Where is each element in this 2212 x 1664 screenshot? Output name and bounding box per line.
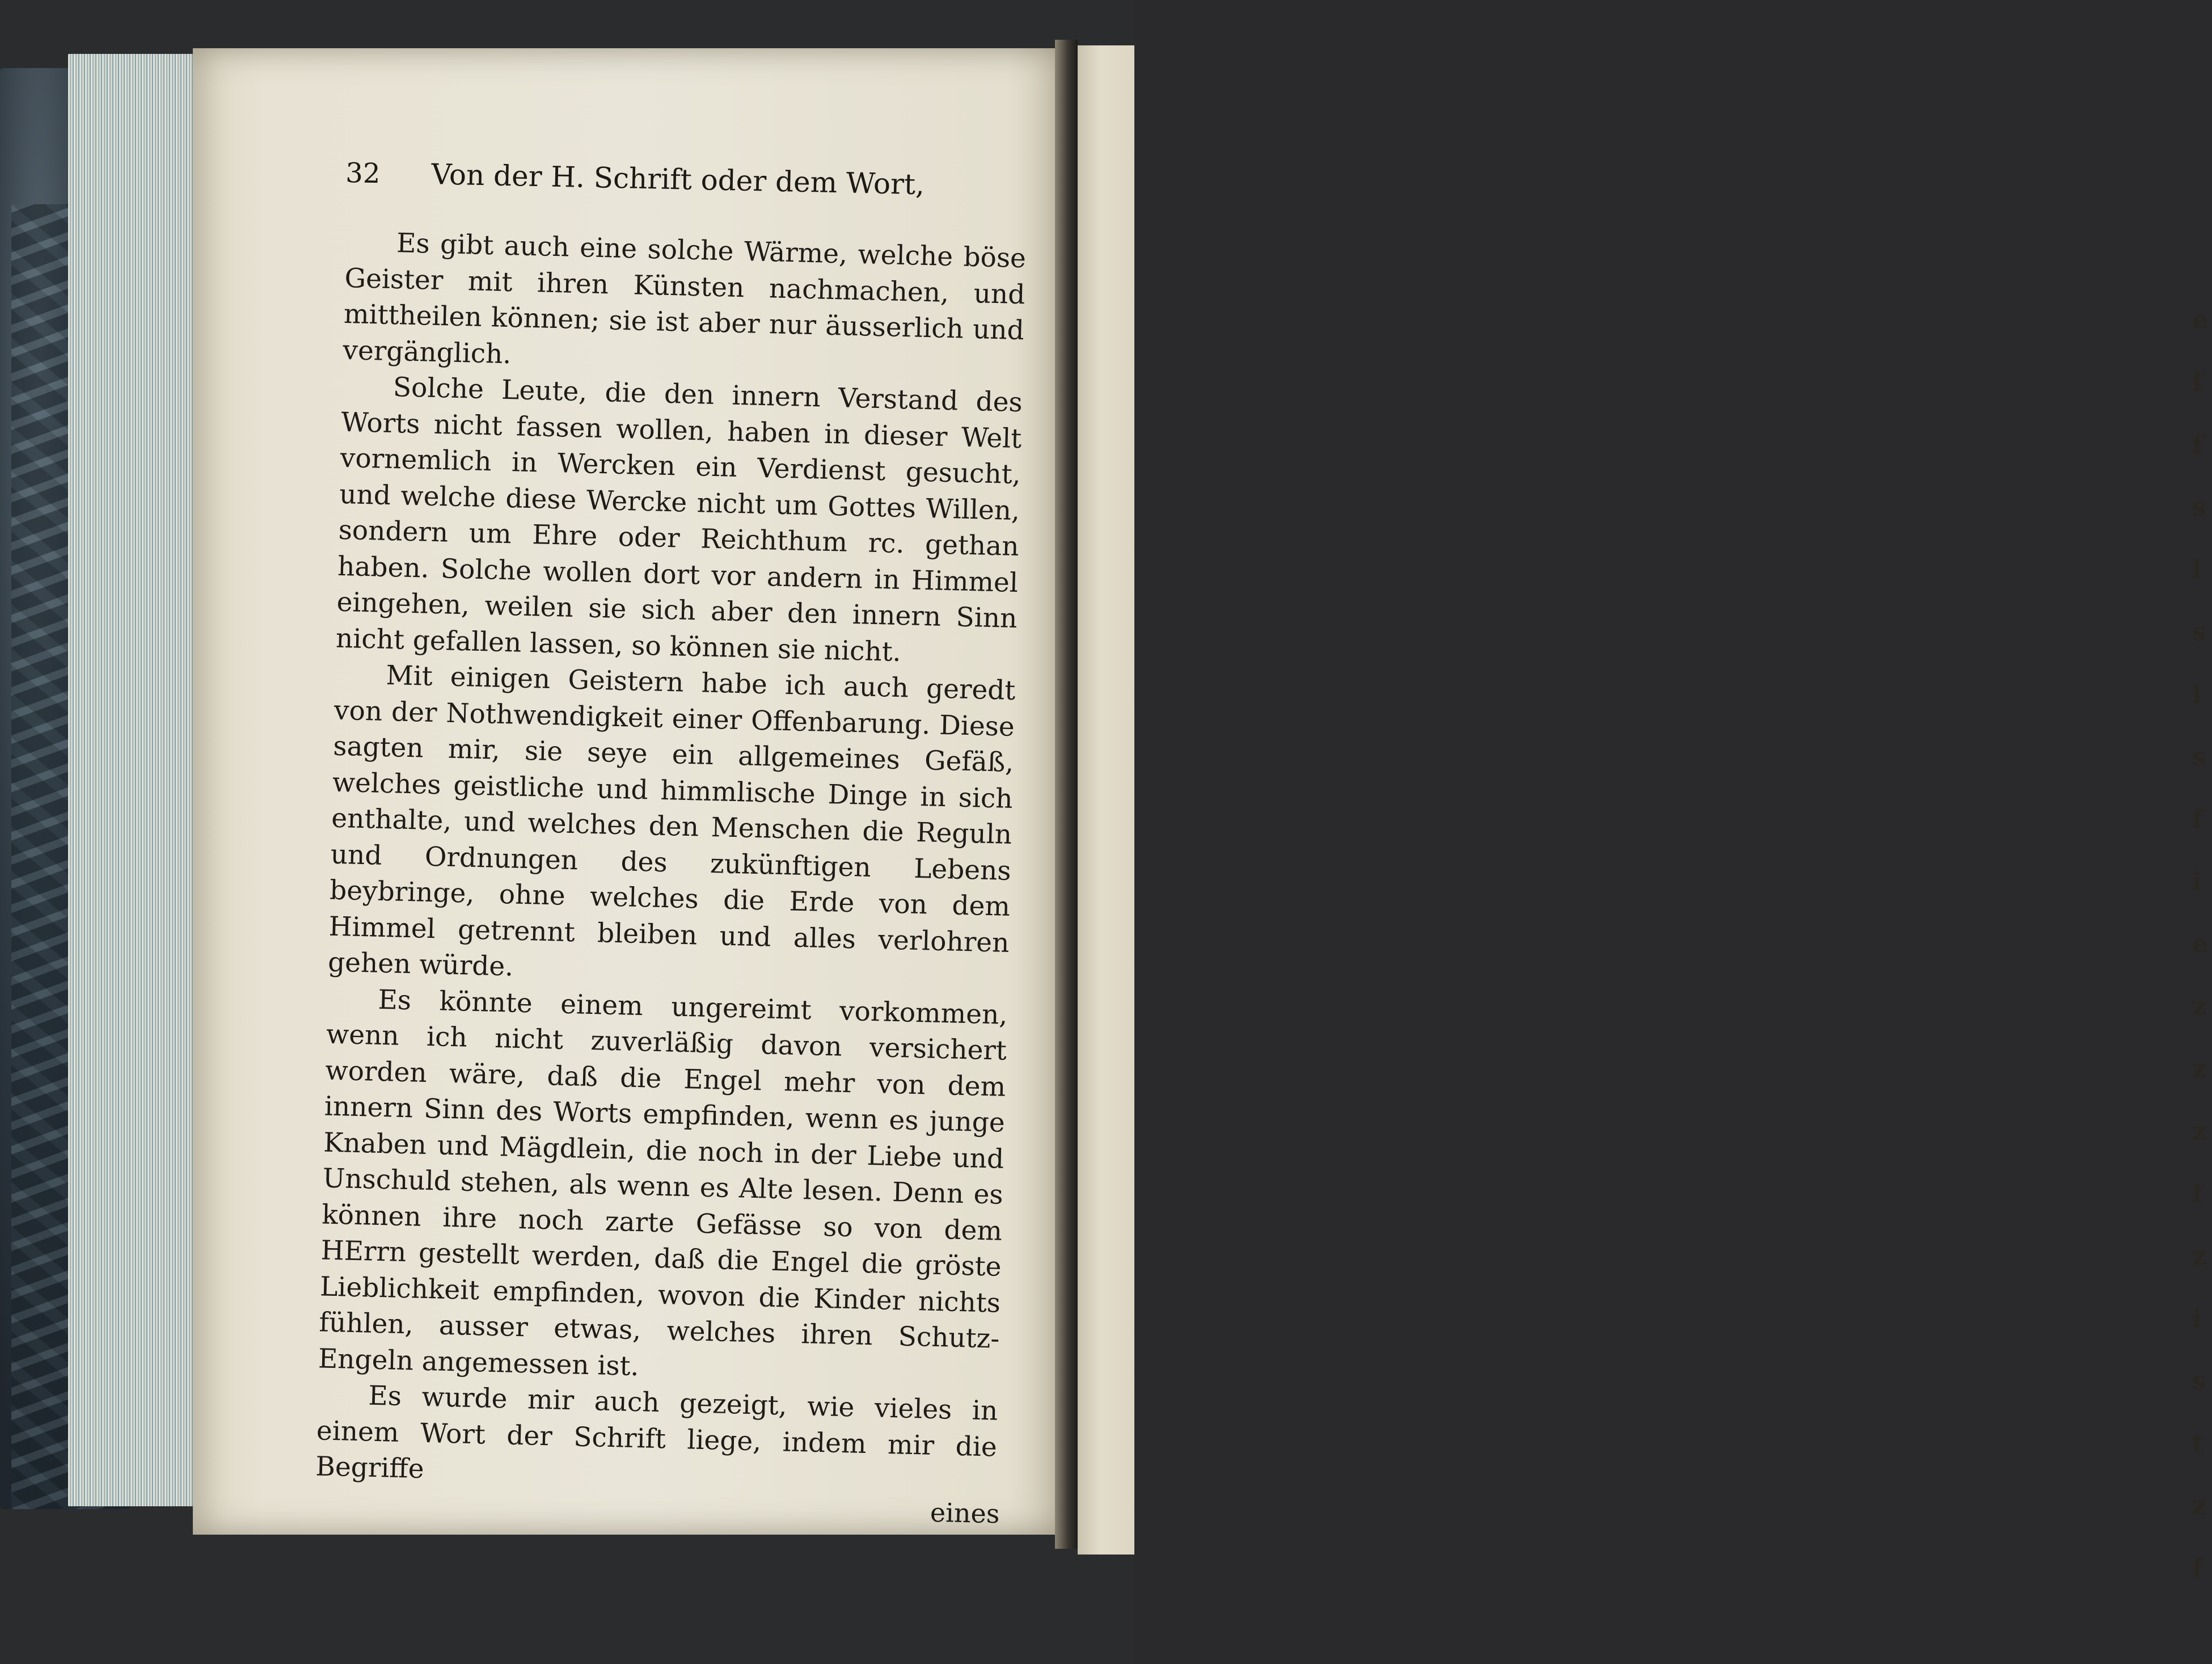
running-title: Von der H. Schrift oder dem Wort, [430, 158, 925, 201]
paragraph: Es gibt auch eine solche Wärme, welche böse Geister mit ihren Künsten nachmachen, und mittheilen können; sie ist aber nur äusserlich und vergänglich. [342, 228, 1027, 370]
page-number: 32 [345, 157, 381, 190]
paragraph: Es könnte einem ungereimt vorkommen, wenn ich nicht zuverläßig davon versichert worden wäre, daß die Engel mehr von dem innern Sinn des Worts empfinden, wenn es junge Knaben und Mägdlein, die noch in der Liebe und Unschuld stehen, als wenn es Alte lesen. Denn es können ihre noch zarte Gefässe so von dem HErrn gestellt werden, daß die Engel die gröste Lieblichkeit empfinden, wovon die Kinder nichts fühlen, ausser etwas, welches ihren Schutz-Engeln angemessen ist. [318, 984, 1008, 1382]
paragraph: Mit einigen Geistern habe ich auch geredt von der Nothwendigkeit einer Offenbarung. Diese sagten mir, sie seye ein allgemeines Gefäß, welches geistliche und himmlische Dinge in sich enthalte, und welches den Menschen die Reguln und Ordnungen des zukünftigen Lebens beybringe, ohne welches die Erde von dem Himmel getrennt bleiben und alles verlohren gehen würde. [327, 659, 1016, 983]
book-gutter [1055, 40, 1078, 1549]
page-edges [68, 54, 204, 1506]
paragraph: Solche Leute, die den innern Verstand des Worts nicht fassen wollen, haben in dieser Welt vornemlich in Wercken ein Verdienst gesucht, und welche diese Wercke nicht um Gottes Willen, sondern um Ehre oder Reichthum rc. gethan haben. Solche wollen dort vor andern in Himmel eingehen, weilen sie sich aber den innern Sinn nicht gefallen lassen, so können sie nicht. [335, 372, 1023, 668]
catchword: eines [930, 1497, 1000, 1530]
paragraph: Es wurde mir auch gezeigt, wie vieles in einem Wort der Schrift liege, indem mir die Begriffe [315, 1380, 998, 1485]
facing-page-edge [1078, 45, 2208, 1583]
body-text [315, 224, 1027, 1501]
facing-page-text-fragments: e f f s l s l s f i e z z z f z i s t z f [2192, 306, 2208, 1583]
